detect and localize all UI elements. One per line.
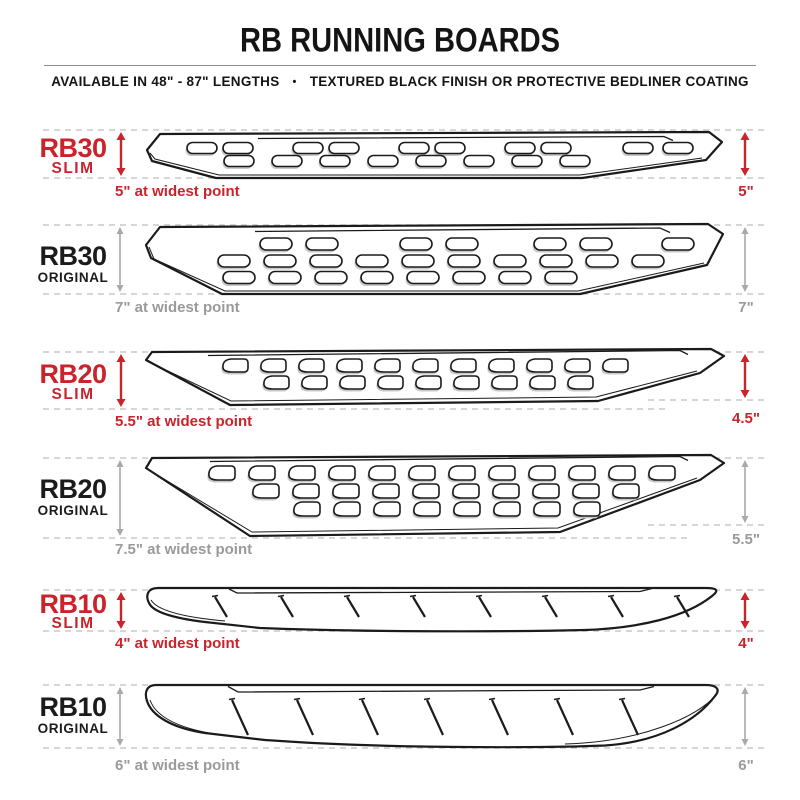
slot-hole [448, 255, 480, 267]
slot-hole [541, 143, 571, 154]
tread-notch [476, 596, 482, 597]
slot-hole [249, 466, 275, 480]
slot-hole [574, 502, 600, 516]
slot-hole [261, 359, 286, 372]
slot-hole [260, 238, 292, 250]
slot-hole [453, 484, 479, 498]
arrowhead-down-icon [117, 168, 126, 176]
slot-hole [493, 484, 519, 498]
board-row-rb10-slim [0, 560, 800, 660]
slot-hole [329, 143, 359, 154]
model-label: RB20 [39, 359, 107, 389]
slot-hole [378, 376, 403, 389]
board-drawing [43, 224, 766, 294]
slot-hole [662, 238, 694, 250]
slot-hole [209, 466, 235, 480]
slot-hole [580, 238, 612, 250]
slot-hole [373, 484, 399, 498]
slot-hole [337, 359, 362, 372]
arrowhead-up-icon [742, 227, 749, 234]
slot-hole [329, 466, 355, 480]
bullet-separator-icon: • [292, 76, 297, 88]
slot-hole [494, 255, 526, 267]
slot-hole [269, 272, 301, 284]
slot-hole [218, 255, 250, 267]
slot-hole [529, 466, 555, 480]
tread-notch [608, 596, 614, 597]
slot-hole [623, 143, 653, 154]
arrowhead-up-icon [742, 460, 749, 467]
variant-label: SLIM [51, 386, 95, 403]
variant-label: ORIGINAL [37, 503, 109, 518]
arrowhead-up-icon [741, 354, 750, 362]
width-caption: 5.5" at widest point [115, 413, 253, 430]
width-value: 7" [738, 299, 754, 316]
slot-hole [264, 255, 296, 267]
board-row-rb20-original [0, 440, 800, 560]
slot-hole [451, 359, 476, 372]
page-header [0, 0, 800, 110]
arrowhead-down-icon [741, 621, 750, 629]
slot-hole [299, 359, 324, 372]
width-value: 4.5" [732, 410, 760, 427]
slot-hole [446, 238, 478, 250]
slot-hole [413, 484, 439, 498]
board-drawing [43, 588, 766, 631]
width-value: 5.5" [732, 531, 760, 548]
arrowhead-down-icon [117, 739, 124, 746]
arrowhead-down-icon [117, 285, 124, 292]
tread-notch [359, 699, 365, 700]
rb30-original-diagram [0, 215, 800, 335]
slot-hole [320, 156, 350, 167]
slot-hole [527, 359, 552, 372]
slot-hole [454, 502, 480, 516]
model-label: RB20 [39, 474, 107, 504]
slot-hole [534, 238, 566, 250]
model-label: RB30 [39, 133, 107, 163]
slot-hole [400, 238, 432, 250]
slot-hole [272, 156, 302, 167]
rb10-original-diagram [0, 660, 800, 800]
slot-hole [374, 502, 400, 516]
slot-hole [334, 502, 360, 516]
slot-hole [569, 466, 595, 480]
variant-label: SLIM [51, 160, 95, 177]
slot-hole [568, 376, 593, 389]
slot-hole [492, 376, 517, 389]
variant-label: ORIGINAL [37, 270, 109, 285]
width-caption: 5" at widest point [115, 183, 240, 200]
board-row-rb30-slim [0, 110, 800, 215]
slot-hole [264, 376, 289, 389]
slot-hole [302, 376, 327, 389]
tread-notch [278, 596, 284, 597]
slot-hole [361, 272, 393, 284]
variant-label: SLIM [51, 615, 95, 632]
slot-hole [560, 156, 590, 167]
width-caption: 7" at widest point [115, 299, 240, 316]
arrowhead-up-icon [117, 687, 124, 694]
slot-hole [435, 143, 465, 154]
slot-hole [223, 359, 248, 372]
slot-hole [499, 272, 531, 284]
slot-hole [534, 502, 560, 516]
slot-hole [540, 255, 572, 267]
subtitle-finish: TEXTURED BLACK FINISH OR PROTECTIVE BEDLINER COATING [309, 74, 749, 89]
tread-notch [554, 699, 560, 700]
arrowhead-up-icon [117, 592, 126, 600]
slot-hole [375, 359, 400, 372]
board-drawing [43, 130, 766, 178]
slot-hole [315, 272, 347, 284]
tread-notch [619, 699, 625, 700]
arrowhead-up-icon [117, 132, 126, 140]
arrowhead-up-icon [741, 132, 750, 140]
slot-hole [402, 255, 434, 267]
page-title: RB RUNNING BOARDS [239, 21, 561, 60]
arrowhead-up-icon [741, 592, 750, 600]
arrowhead-down-icon [117, 621, 126, 629]
slot-hole [187, 143, 217, 154]
board-drawing [43, 455, 766, 538]
board-row-rb30-original [0, 215, 800, 335]
rb30-slim-diagram [0, 110, 800, 215]
slot-hole [224, 156, 254, 167]
slot-hole [505, 143, 535, 154]
rb10-slim-diagram [0, 560, 800, 660]
variant-label: ORIGINAL [37, 721, 109, 736]
tread-notch [424, 699, 430, 700]
board-row-rb20-slim [0, 335, 800, 440]
slot-hole [489, 466, 515, 480]
tread-notch [229, 699, 235, 700]
arrowhead-down-icon [741, 390, 750, 398]
tread-notch [674, 596, 680, 597]
model-label: RB10 [39, 692, 107, 722]
board-row-rb10-original [0, 660, 800, 800]
slot-hole [293, 143, 323, 154]
slot-hole [306, 238, 338, 250]
model-label: RB10 [39, 589, 107, 619]
slot-hole [586, 255, 618, 267]
slot-hole [369, 466, 395, 480]
rb20-original-diagram [0, 440, 800, 560]
slot-hole [416, 376, 441, 389]
slot-hole [533, 484, 559, 498]
slot-hole [310, 255, 342, 267]
arrowhead-down-icon [117, 529, 124, 536]
slot-hole [454, 376, 479, 389]
slot-hole [573, 484, 599, 498]
slot-hole [663, 143, 693, 154]
board-outline [147, 588, 716, 631]
arrowhead-up-icon [117, 354, 126, 362]
slot-hole [609, 466, 635, 480]
slot-hole [223, 143, 253, 154]
slot-hole [399, 143, 429, 154]
slot-hole [293, 484, 319, 498]
width-caption: 6" at widest point [115, 757, 240, 774]
arrowhead-down-icon [741, 168, 750, 176]
slot-hole [530, 376, 555, 389]
arrowhead-up-icon [742, 687, 749, 694]
slot-hole [416, 156, 446, 167]
slot-hole [489, 359, 514, 372]
slot-hole [289, 466, 315, 480]
slot-hole [545, 272, 577, 284]
slot-hole [464, 156, 494, 167]
board-drawing [43, 349, 766, 409]
slot-hole [613, 484, 639, 498]
slot-hole [494, 502, 520, 516]
tread-notch [542, 596, 548, 597]
slot-hole [340, 376, 365, 389]
slot-hole [368, 156, 398, 167]
board-drawing [43, 685, 766, 748]
width-value: 5" [738, 183, 754, 200]
width-value: 4" [738, 635, 754, 652]
slot-hole [356, 255, 388, 267]
slot-hole [407, 272, 439, 284]
arrowhead-down-icon [742, 516, 749, 523]
width-caption: 7.5" at widest point [115, 541, 253, 558]
slot-hole [414, 502, 440, 516]
slot-hole [223, 272, 255, 284]
slot-hole [565, 359, 590, 372]
tread-notch [410, 596, 416, 597]
slot-hole [649, 466, 675, 480]
arrowhead-down-icon [742, 285, 749, 292]
subtitle-lengths: AVAILABLE IN 48" - 87" LENGTHS [51, 74, 280, 89]
slot-hole [449, 466, 475, 480]
slot-hole [512, 156, 542, 167]
tread-notch [212, 596, 218, 597]
model-label: RB30 [39, 241, 107, 271]
slot-hole [333, 484, 359, 498]
tread-notch [489, 699, 495, 700]
page-subtitle [0, 74, 800, 89]
slot-hole [453, 272, 485, 284]
arrowhead-down-icon [742, 739, 749, 746]
width-value: 6" [738, 757, 754, 774]
arrowhead-down-icon [117, 399, 126, 407]
width-caption: 4" at widest point [115, 635, 240, 652]
slot-hole [632, 255, 664, 267]
slot-hole [253, 484, 279, 498]
arrowhead-up-icon [117, 227, 124, 234]
tread-notch [344, 596, 350, 597]
arrowhead-up-icon [117, 460, 124, 467]
slot-hole [409, 466, 435, 480]
tread-notch [294, 699, 300, 700]
board-outline [146, 685, 718, 747]
slot-hole [294, 502, 320, 516]
rb20-slim-diagram [0, 335, 800, 440]
header-divider [44, 65, 756, 66]
slot-hole [603, 359, 628, 372]
slot-hole [413, 359, 438, 372]
